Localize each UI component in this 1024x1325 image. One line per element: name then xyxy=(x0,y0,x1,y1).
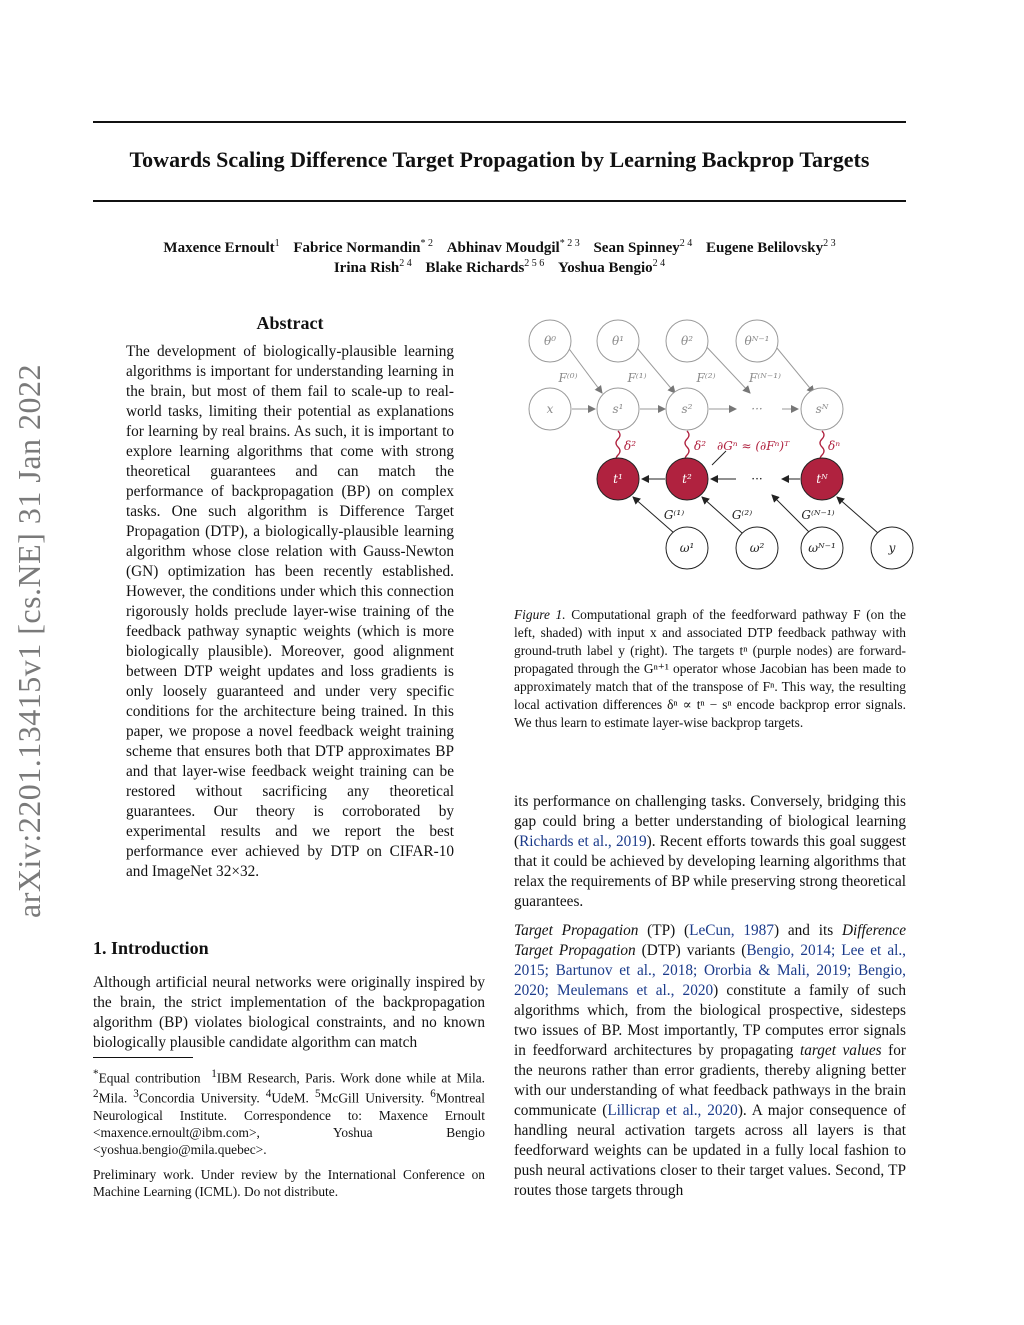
preliminary-notice: Preliminary work. Under review by the International Conference on Machine Learning (ICML). Do not distribute. xyxy=(93,1167,485,1199)
abstract-text: The development of biologically-plausible learning algorithms is important for understanding learning in the brain, but most of them fail to scale-up to real-world tasks, limiting their potential as explanations for learning by real brains. As such, it is important to explore learning algorithms that come with strong theoretical guarantees and can match the performance of backpropagation (BP) on complex tasks. One such algorithm is Difference Target Propagation (DTP), a biologically-plausible learning algorithm whose close relation with Gauss-Newton (GN) optimization has been recently established. However, the conditions under which this connection rigorously holds preclude layer-wise training of the feedback pathway synaptic weights (which is more biologically plausible). Moreover, good alignment between DTP weight updates and loss gradients is only loosely guaranteed and under very specific conditions for the architecture being trained. In this paper, we propose a novel feedback weight training scheme that ensures both that DTP approximates BP and that layer-wise feedback weight training can be restored without sacrificing any theoretical guarantees. Our theory is corroborated by experimental results and we report the best performance ever achieved by DTP on CIFAR-10 and ImageNet 32×32. xyxy=(126,343,454,880)
abstract-heading: Abstract xyxy=(256,313,324,333)
omega-n-label: ωᴺ⁻¹ xyxy=(808,541,836,555)
f0-label: F⁽⁰⁾ xyxy=(558,371,578,385)
delta-n-label: δⁿ xyxy=(828,439,841,453)
input-x-label: x xyxy=(546,402,554,416)
t1-label: t¹ xyxy=(613,472,623,486)
s-ellipsis: ··· xyxy=(751,402,763,416)
jacobian-pointer xyxy=(712,451,726,465)
author: Maxence Ernoult$^1$ xyxy=(163,238,280,256)
right-column-paragraph-2: Target Propagation (TP) (LeCun, 1987) and its Difference Target Propagation (DTP) variants (Bengio, 2014; Lee et al., 2015; Bartunov et al., 2018; Ororbia & Mali, 2019; Bengio, 2020; Meulemans et al., 2020) constitute a family of such algorithms which, from the biological prospective, sidesteps two issues of BP. Most importantly, TP computes error signals in feedforward architectures by propagating target values for the neurons rather than error gradients, thereby aligning better with our understanding of what feedback pathways in the brain communicate (Lillicrap et al., 2020). A major consequence of handling neural activation targets across all layers is that feedforward weights can be updated in a fully local fashion to push neural activations closer to their target values. Second, TP routes those targets through xyxy=(514,922,907,1199)
theta-1-label: θ¹ xyxy=(611,334,625,348)
author: Fabrice Normandin$^{* 2}$ xyxy=(293,238,433,256)
label-y: y xyxy=(888,541,896,555)
intro-text: Although artificial neural networks were originally inspired by the brain, the strict implementation of the backpropagation algorithm (BP) violates biological constraints, and no known biologically plausible candidate algorithm can match xyxy=(93,974,485,1051)
author: Eugene Belilovsky$^{2 3}$ xyxy=(705,238,836,256)
g1-label: G⁽¹⁾ xyxy=(663,508,685,522)
fn-label: F⁽ᴺ⁻¹⁾ xyxy=(749,371,781,385)
author-list-line-1 xyxy=(93,238,906,257)
feedback-parameter-nodes xyxy=(666,527,913,569)
paper-title: Towards Scaling Difference Target Propagation by Learning Backprop Targets xyxy=(129,147,870,172)
arxiv-identifier: arXiv:2201.13415v1 [cs.NE] 31 Jan 2022 xyxy=(11,363,47,918)
citation-link[interactable]: Lillicrap et al., 2020 xyxy=(607,1102,738,1119)
theta-n-label: θᴺ⁻¹ xyxy=(744,334,770,348)
abstract-body xyxy=(126,342,454,882)
author: Abhinav Moudgil$^{* 2 3}$ xyxy=(446,238,580,256)
figure-1-caption xyxy=(514,606,906,732)
figure-label: Figure 1. xyxy=(514,607,566,622)
g2-label: G⁽²⁾ xyxy=(731,508,753,522)
footnote: *Equal contribution $^1$IBM Research, Paris. Work done while at Mila. $^2$Mila. $^3$Concordia University. $^4$UdeM. $^5$McGill University. $^6$Montreal Neurological Institute. Correspondence to: Maxence Ernoult <maxence.ernoult@ibm.com>, Yoshua Bengio <yoshua.bengio@mila.quebec>. xyxy=(93,1068,485,1157)
figure-1-computational-graph xyxy=(514,305,914,590)
tn-label: tᴺ xyxy=(816,472,828,486)
citation-link[interactable]: Richards et al., 2019 xyxy=(519,833,647,850)
gn-label: G⁽ᴺ⁻¹⁾ xyxy=(801,508,835,522)
author: Irina Rish$^{2 4}$ xyxy=(333,258,412,276)
intro-paragraph xyxy=(93,973,485,1053)
delta-2-label: δ² xyxy=(694,439,707,453)
citation-link[interactable]: LeCun, 1987 xyxy=(689,922,774,939)
s1-label: s¹ xyxy=(612,402,624,416)
omega-1-label: ω¹ xyxy=(679,541,695,555)
footnote-rule xyxy=(93,1057,193,1058)
figure-caption-text: Computational graph of the feedforward pathway F (on the left, shaded) with input x and associated DTP feedback pathway with ground-truth label y (right). The targets tⁿ (purple nodes) are forward-propagated through the Gⁿ⁺¹ operator whose Jacobian has been made to approximately match that of the transpose of Fⁿ. This way, the resulting local activation differences δⁿ ∝ tⁿ − sⁿ encode backprop error signals. We thus learn to estimate layer-wise backprop targets. xyxy=(514,607,906,730)
section-heading-introduction: 1. Introduction xyxy=(93,938,209,958)
author: Sean Spinney$^{2 4}$ xyxy=(593,238,693,256)
title-rule-bottom xyxy=(93,200,906,202)
s2-label: s² xyxy=(681,402,693,416)
f2-label: F⁽²⁾ xyxy=(696,371,716,385)
theta-0-label: θ⁰ xyxy=(543,334,557,348)
jacobian-equation: ∂Gⁿ ≈ (∂Fⁿ)ᵀ xyxy=(717,439,790,453)
f1-label: F⁽¹⁾ xyxy=(627,371,647,385)
omega-2-label: ω² xyxy=(749,541,765,555)
sn-label: sᴺ xyxy=(815,402,829,416)
theta-2-label: θ² xyxy=(680,334,694,348)
author: Yoshua Bengio$^{2 4}$ xyxy=(558,258,666,276)
right-column-paragraph-1: its performance on challenging tasks. Conversely, bridging this gap could bring a better understanding of biological learning (Richards et al., 2019). Recent efforts towards this goal suggest that it could be achieved by developing learning algorithms that relax the requirements of BP while preserving strong theoretical guarantees. xyxy=(514,793,906,910)
delta-1-label: δ² xyxy=(624,439,637,453)
citation-link[interactable]: Bengio, 2014; Lee et al., 2015; Bartunov et al., 2018; Ororbia & Mali, 2019; Bengio, 2020; Meulemans et al., 2020 xyxy=(514,942,907,999)
t-ellipsis: ··· xyxy=(751,472,763,486)
author: Blake Richards$^{2 5 6}$ xyxy=(425,258,545,276)
title-rule-top xyxy=(93,121,906,123)
author-list-line-2 xyxy=(93,258,906,277)
t2-label: t² xyxy=(682,472,692,486)
